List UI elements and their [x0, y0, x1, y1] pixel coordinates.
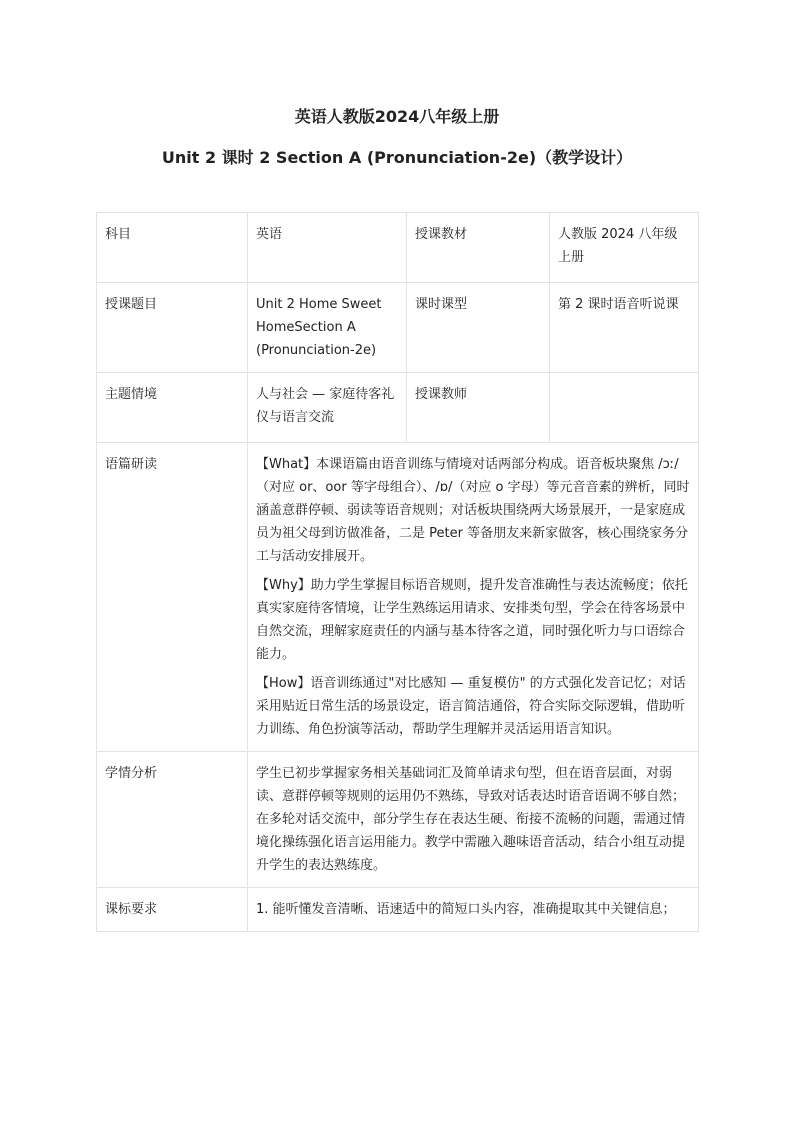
lesson-info-table: [96, 212, 699, 932]
value-teacher: [550, 373, 699, 443]
label-learner-analysis: 学情分析: [97, 752, 248, 888]
value-theme: 人与社会 — 家庭待客礼仪与语言交流: [248, 373, 407, 443]
table-row: [97, 283, 699, 373]
text-analysis-content: [248, 443, 699, 752]
why-paragraph: 【Why】助力学生掌握目标语音规则，提升发音准确性与表达流畅度；依托真实家庭待客情境，让学生熟练运用请求、安排类句型，学会在待客场景中自然交流，理解家庭责任的内涵与基本待客之道，同时强化听力与口语综合能力。: [256, 578, 688, 662]
table-row: [97, 752, 699, 888]
what-paragraph: 【What】本课语篇由语音训练与情境对话两部分构成。语音板块聚焦 /ɔː/（对应 or、oor 等字母组合）、/ɒ/（对应 o 字母）等元音音素的辨析，同时涵盖意群停顿、弱读等语音规则；对话板块围绕两大场景展开，一是家庭成员为祖父母到访做准备，二是 Peter 等备朋友来新家做客，核心围绕家务分工与活动安排展开。: [256, 457, 690, 564]
value-topic: Unit 2 Home Sweet HomeSection A (Pronunciation-2e): [248, 283, 407, 373]
label-lesson-type: 课时课型: [407, 283, 550, 373]
how-paragraph: 【How】语音训练通过"对比感知 — 重复模仿" 的方式强化发音记忆；对话采用贴近日常生活的场景设定，语言简洁通俗，符合实际交际逻辑，借助听力训练、角色扮演等活动，帮助学生理解并灵活运用语言知识。: [256, 676, 686, 737]
label-subject: 科目: [97, 213, 248, 283]
label-topic: 授课题目: [97, 283, 248, 373]
label-textbook: 授课教材: [407, 213, 550, 283]
label-theme: 主题情境: [97, 373, 248, 443]
value-subject: 英语: [248, 213, 407, 283]
value-lesson-type: 第 2 课时语音听说课: [550, 283, 699, 373]
document-subtitle: Unit 2 课时 2 Section A (Pronunciation-2e)（教学设计）: [161, 148, 633, 167]
document-title: 英语人教版2024八年级上册: [294, 107, 500, 126]
label-curriculum-requirements: 课标要求: [97, 888, 248, 932]
curriculum-requirements-content: 1. 能听懂发音清晰、语速适中的简短口头内容，准确提取其中关键信息；: [248, 888, 699, 932]
value-textbook: 人教版 2024 八年级上册: [550, 213, 699, 283]
label-teacher: 授课教师: [407, 373, 550, 443]
learner-analysis-content: 学生已初步掌握家务相关基础词汇及简单请求句型，但在语音层面，对弱读、意群停顿等规则的运用仍不熟练，导致对话表达时语音语调不够自然；在多轮对话交流中，部分学生存在表达生硬、衔接不流畅的问题，需通过情境化操练强化语言运用能力。教学中需融入趣味语音活动，结合小组互动提升学生的表达熟练度。: [248, 752, 699, 888]
table-row: [97, 443, 699, 752]
table-row: [97, 213, 699, 283]
table-row: [97, 373, 699, 443]
table-row: [97, 888, 699, 932]
label-text-analysis: 语篇研读: [97, 443, 248, 752]
